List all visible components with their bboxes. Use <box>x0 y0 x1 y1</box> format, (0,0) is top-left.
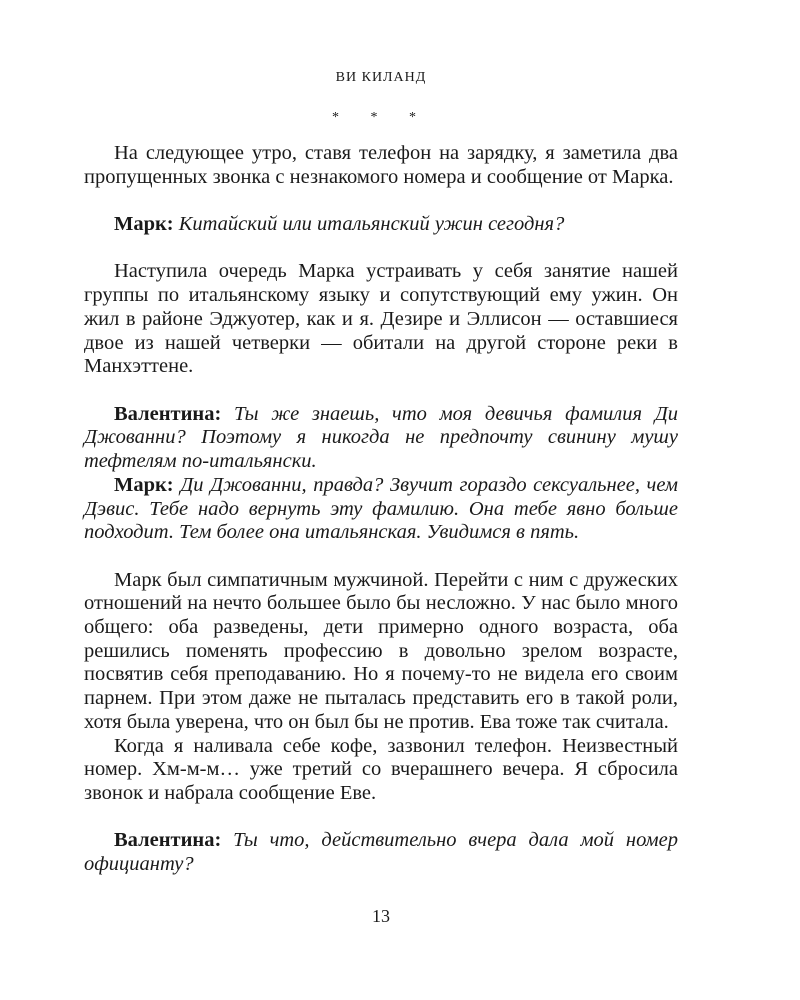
body-text <box>84 142 678 877</box>
message-speaker: Валентина: <box>114 402 222 425</box>
paragraph-narrative <box>84 142 678 189</box>
paragraph-text: Марк был симпатичным мужчиной. Перейти с ним с дружеских отношений на нечто большее было бы несложно. У нас было много общего: оба разведены, дети примерно одного возраста, оба решились поменять профессию в довольно зрелом возрасте, посвятив себя преподаванию. Но я почему-то не видела его своим парнем. При этом даже не пыталась представить его в такой роли, хотя была уверена, что он был бы не против. Ева тоже так считала. <box>84 568 678 733</box>
paragraph-message <box>84 213 678 237</box>
paragraph-message <box>84 474 678 545</box>
message-speaker: Валентина: <box>114 829 222 852</box>
message-text: Ты же знаешь, что моя девичья фамилия Ди Джованни? Поэтому я никогда не предпочту свинину мушу тефтелям по-итальянски. <box>84 402 678 473</box>
running-head-author: ВИ КИЛАНД <box>335 70 427 85</box>
section-break-ornament: * * * <box>332 110 430 125</box>
paragraph-text: На следующее утро, ставя телефон на зарядку, я заметила два пропущенных звонка с незнакомого номера и сообщение от Марка. <box>84 142 678 188</box>
paragraph-text: Когда я наливала себе кофе, зазвонил телефон. Неизвестный номер. Хм-м-м… уже третий со вчерашнего вечера. Я сбросила звонок и набрала сообщение Еве. <box>84 734 678 804</box>
message-speaker: Марк: <box>114 473 174 496</box>
paragraph-narrative <box>84 735 678 806</box>
paragraph-narrative <box>84 260 678 379</box>
page-number: 13 <box>372 906 390 926</box>
message-speaker: Марк: <box>114 213 174 236</box>
paragraph-message <box>84 829 678 876</box>
book-page <box>84 0 678 1000</box>
paragraph-narrative <box>84 569 678 735</box>
paragraph-message <box>84 403 678 474</box>
message-text: Китайский или итальянский ужин сегодня? <box>178 213 565 236</box>
message-text: Ди Джованни, правда? Звучит гораздо сексуальнее, чем Дэвис. Тебе надо вернуть эту фамилию. Она тебе явно больше подходит. Тем более она итальянская. Увидимся в пять. <box>84 473 679 544</box>
paragraph-text: Наступила очередь Марка устраивать у себя занятие нашей группы по итальянскому языку и сопутствующий ему ужин. Он жил в районе Эджуотер, как и я. Дезире и Эллисон — оставшиеся двое из нашей четверки — обитали на другой стороне реки в Манхэттене. <box>84 260 678 378</box>
message-text: Ты что, действительно вчера дала мой номер официанту? <box>84 829 678 876</box>
